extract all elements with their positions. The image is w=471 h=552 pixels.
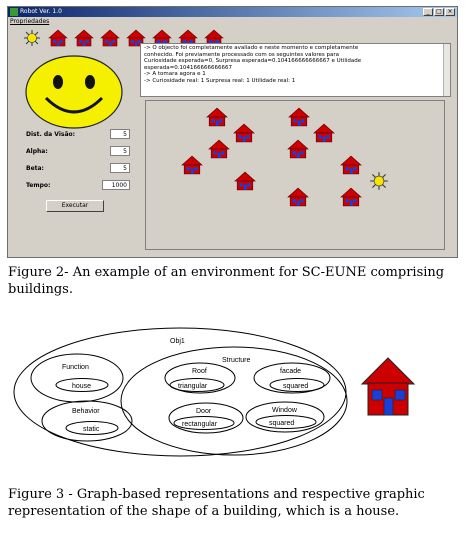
tempo-input[interactable]: 1000 bbox=[102, 180, 130, 190]
obj1-label: Obj1 bbox=[170, 338, 185, 345]
function-label: Function bbox=[62, 364, 89, 371]
param-label: Beta: bbox=[26, 165, 44, 172]
house-icon bbox=[286, 187, 310, 207]
param-label: Alpha: bbox=[26, 148, 48, 155]
door-label: Door bbox=[196, 408, 212, 415]
window-label: Window bbox=[272, 407, 297, 414]
param-label: Dist. da Visão: bbox=[26, 131, 76, 138]
menu-propriedades[interactable]: Propriedades bbox=[10, 18, 50, 25]
house-icon[interactable] bbox=[74, 29, 94, 47]
param-row-beta bbox=[24, 161, 130, 178]
alpha-input[interactable]: 5 bbox=[110, 146, 130, 156]
close-button[interactable]: × bbox=[445, 8, 455, 16]
house-icon[interactable] bbox=[100, 29, 120, 47]
executar-button[interactable]: Executar bbox=[46, 200, 104, 212]
house-icon bbox=[286, 139, 310, 159]
window-titlebar bbox=[8, 7, 457, 17]
roof-label: Roof bbox=[192, 368, 207, 375]
house-icon bbox=[233, 171, 257, 191]
figure-3-caption: Figure 3 - Graph-based representations and respective graphic representation of the shape of a building, which is a house. bbox=[8, 487, 425, 519]
figure-2-caption: Figure 2- An example of an environment for SC-EUNE comprising buildings. bbox=[8, 265, 445, 297]
param-row-tempo bbox=[24, 178, 130, 195]
dist-visao-input[interactable]: 5 bbox=[110, 129, 130, 139]
app-icon bbox=[10, 8, 18, 16]
environment-map[interactable] bbox=[145, 100, 445, 250]
minimize-button[interactable]: _ bbox=[423, 8, 433, 16]
structure-label: Structure bbox=[222, 357, 251, 364]
maximize-button[interactable]: □ bbox=[434, 8, 444, 16]
house-icon bbox=[207, 139, 231, 159]
log-textbox[interactable] bbox=[140, 43, 451, 97]
behavior-label: Behavior bbox=[72, 408, 100, 415]
app-window bbox=[7, 6, 458, 258]
house-illustration bbox=[362, 358, 414, 415]
window-controls bbox=[423, 8, 455, 16]
param-row-alpha bbox=[24, 144, 130, 161]
facade-value: squared bbox=[283, 383, 309, 390]
window-value: squared bbox=[269, 420, 295, 427]
behavior-node bbox=[42, 401, 132, 441]
log-line: Curiosidade esperada=0, Surpresa esperada=0.104166666666667 e Utilidade bbox=[144, 58, 362, 65]
log-line: -> Curiosidade real: 1 Surpresa real: 1 Utilidade real: 1 bbox=[144, 77, 296, 84]
sun-robot-icon[interactable] bbox=[22, 29, 42, 47]
log-line: -> A tomara agora e 1 bbox=[144, 71, 206, 78]
house-icon[interactable] bbox=[48, 29, 68, 47]
house-icon bbox=[339, 187, 363, 207]
house-icon bbox=[339, 155, 363, 175]
function-value: house bbox=[72, 383, 92, 390]
sun-robot-icon bbox=[368, 171, 390, 191]
param-row-dist bbox=[24, 127, 130, 144]
house-icon bbox=[312, 123, 336, 143]
param-label: Tempo: bbox=[26, 182, 51, 189]
door-value: rectangular bbox=[182, 421, 218, 428]
house-icon bbox=[232, 123, 256, 143]
log-line: -> O objecto foi completamente avaliado e neste momento e completamente bbox=[144, 45, 359, 51]
function-node bbox=[31, 354, 123, 402]
behavior-value: static bbox=[83, 426, 100, 433]
beta-input[interactable]: 5 bbox=[110, 163, 130, 173]
house-icon bbox=[205, 107, 229, 127]
obj1-node bbox=[14, 328, 346, 456]
figure-3-diagram bbox=[0, 326, 471, 486]
log-scrollbar[interactable] bbox=[443, 44, 450, 96]
house-icon bbox=[287, 107, 311, 127]
facade-label: facade bbox=[280, 368, 302, 375]
log-line: conhecido. Foi previamente processado com os seguintes valores para bbox=[144, 51, 339, 58]
roof-value: triangular bbox=[178, 383, 208, 390]
log-line: esperada=0.104166666666667 bbox=[144, 64, 232, 71]
smiley-face-icon bbox=[24, 54, 124, 130]
params-panel bbox=[24, 127, 130, 195]
house-icon bbox=[180, 155, 204, 175]
window-title: Robot Ver. 1.0 bbox=[20, 8, 62, 15]
